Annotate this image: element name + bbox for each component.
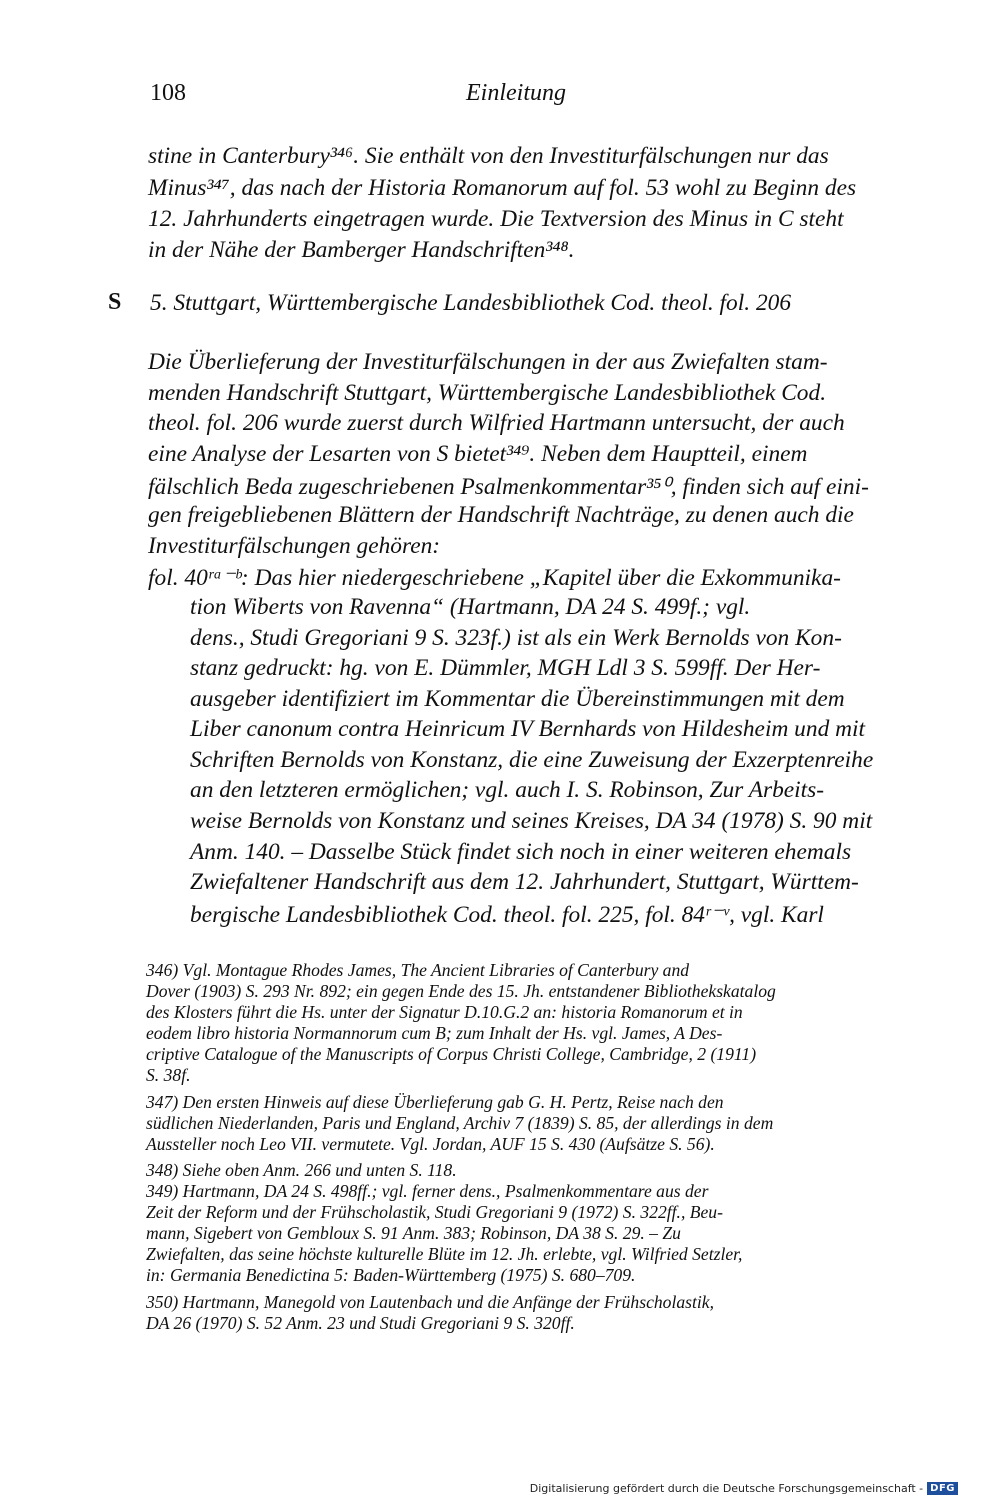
footnote-line: S. 38f. <box>146 1065 191 1085</box>
text-line: weise Bernolds von Konstanz und seines Kreises, DA 34 (1978) S. 90 mit <box>190 808 873 834</box>
text-line: ausgeber identifiziert im Kommentar die Übereinstimmungen mit dem <box>190 686 845 712</box>
text-line: tion Wiberts von Ravenna“ (Hartmann, DA 24 S. 499f.; vgl. <box>190 594 751 620</box>
digitization-credit <box>530 1482 958 1495</box>
footnote-line: 348) Siehe oben Anm. 266 und unten S. 118. <box>146 1160 457 1180</box>
text-line: in der Nähe der Bamberger Handschriften³⁴⁸. <box>148 237 575 263</box>
text-line: Die Überlieferung der Investiturfälschungen in der aus Zwiefalten stam- <box>148 349 828 375</box>
text-line: stanz gedruckt: hg. von E. Dümmler, MGH Ldl 3 S. 599ff. Der Her- <box>190 655 821 681</box>
text-line: Liber canonum contra Heinricum IV Bernhards von Hildesheim und mit <box>190 716 866 742</box>
text-line: eine Analyse der Lesarten von S bietet³⁴⁹. Neben dem Hauptteil, einem <box>148 441 808 467</box>
text-line: menden Handschrift Stuttgart, Württembergische Landesbibliothek Cod. <box>148 380 827 406</box>
footnote-line: 346) Vgl. Montague Rhodes James, The Ancient Libraries of Canterbury and <box>146 960 690 980</box>
text-line: Investiturfälschungen gehören: <box>148 533 441 559</box>
text-line: fol. 40ʳᵃ⁻ᵇ: Das hier niedergeschriebene „Kapitel über die Exkommunika- <box>148 565 841 591</box>
footnote-line: südlichen Niederlanden, Paris und England, Archiv 7 (1839) S. 85, der allerdings in dem <box>146 1113 774 1133</box>
footnote-line: Zwiefalten, das seine höchste kulturelle Blüte im 12. Jh. erlebte, vgl. Wilfried Setzler, <box>146 1244 743 1264</box>
text-line: stine in Canterbury³⁴⁶. Sie enthält von den Investiturfälschungen nur das <box>148 143 829 169</box>
text-line: fälschlich Beda zugeschriebenen Psalmenkommentar³⁵⁰, finden sich auf eini- <box>148 474 869 500</box>
text-line: Zwiefaltener Handschrift aus dem 12. Jahrhundert, Stuttgart, Württem- <box>190 869 859 895</box>
text-line: 5. Stuttgart, Württembergische Landesbibliothek Cod. theol. fol. 206 <box>150 290 792 316</box>
text-line: Anm. 140. – Dasselbe Stück findet sich noch in einer weiteren ehemals <box>190 839 852 865</box>
text-line: an den letzteren ermöglichen; vgl. auch I. S. Robinson, Zur Arbeits- <box>190 777 825 803</box>
footnote-line: eodem libro historia Normannorum cum B; zum Inhalt der Hs. vgl. James, A Des- <box>146 1023 723 1043</box>
text-line: Schriften Bernolds von Konstanz, die eine Zuweisung der Exzerptenreihe <box>190 747 874 773</box>
running-head: Einleitung <box>466 80 566 106</box>
dfg-logo-icon: DFG <box>927 1482 958 1495</box>
footnote-line: in: Germania Benedictina 5: Baden-Württemberg (1975) S. 680–709. <box>146 1265 636 1285</box>
text-line: gen freigebliebenen Blättern der Handschrift Nachträge, zu denen auch die <box>148 502 854 528</box>
siglum-margin-label: S <box>108 289 122 315</box>
text-line: Minus³⁴⁷, das nach der Historia Romanorum auf fol. 53 wohl zu Beginn des <box>148 175 857 201</box>
text-line: bergische Landesbibliothek Cod. theol. fol. 225, fol. 84ʳ⁻ᵛ, vgl. Karl <box>190 902 824 928</box>
footnote-line: 347) Den ersten Hinweis auf diese Überlieferung gab G. H. Pertz, Reise nach den <box>146 1092 724 1112</box>
credit-text: Digitalisierung gefördert durch die Deutsche Forschungsgemeinschaft - <box>529 1482 924 1495</box>
footnote-line: Dover (1903) S. 293 Nr. 892; ein gegen Ende des 15. Jh. entstandener Bibliothekskatalog <box>146 981 776 1001</box>
footnote-line: 350) Hartmann, Manegold von Lautenbach und die Anfänge der Frühscholastik, <box>146 1292 714 1312</box>
footnote-line: Aussteller noch Leo VII. vermutete. Vgl. Jordan, AUF 15 S. 430 (Aufsätze S. 56). <box>146 1134 715 1154</box>
footnote-line: mann, Sigebert von Gembloux S. 91 Anm. 383; Robinson, DA 38 S. 29. – Zu <box>146 1223 681 1243</box>
footnote-line: des Klosters führt die Hs. unter der Signatur D.10.G.2 an: historia Romanorum et in <box>146 1002 743 1022</box>
footnote-line: criptive Catalogue of the Manuscripts of Corpus Christi College, Cambridge, 2 (1911) <box>146 1044 757 1064</box>
footnote-line: Zeit der Reform und der Frühscholastik, Studi Gregoriani 9 (1972) S. 322ff., Beu- <box>146 1202 723 1222</box>
text-line: 12. Jahrhunderts eingetragen wurde. Die Textversion des Minus in C steht <box>148 206 844 232</box>
text-line: dens., Studi Gregoriani 9 S. 323f.) ist als ein Werk Bernolds von Kon- <box>190 625 842 651</box>
footnote-line: 349) Hartmann, DA 24 S. 498ff.; vgl. ferner dens., Psalmenkommentare aus der <box>146 1181 709 1201</box>
footnote-line: DA 26 (1970) S. 52 Anm. 23 und Studi Gregoriani 9 S. 320ff. <box>146 1313 575 1333</box>
page-number: 108 <box>150 80 186 106</box>
text-line: theol. fol. 206 wurde zuerst durch Wilfried Hartmann untersucht, der auch <box>148 410 845 436</box>
